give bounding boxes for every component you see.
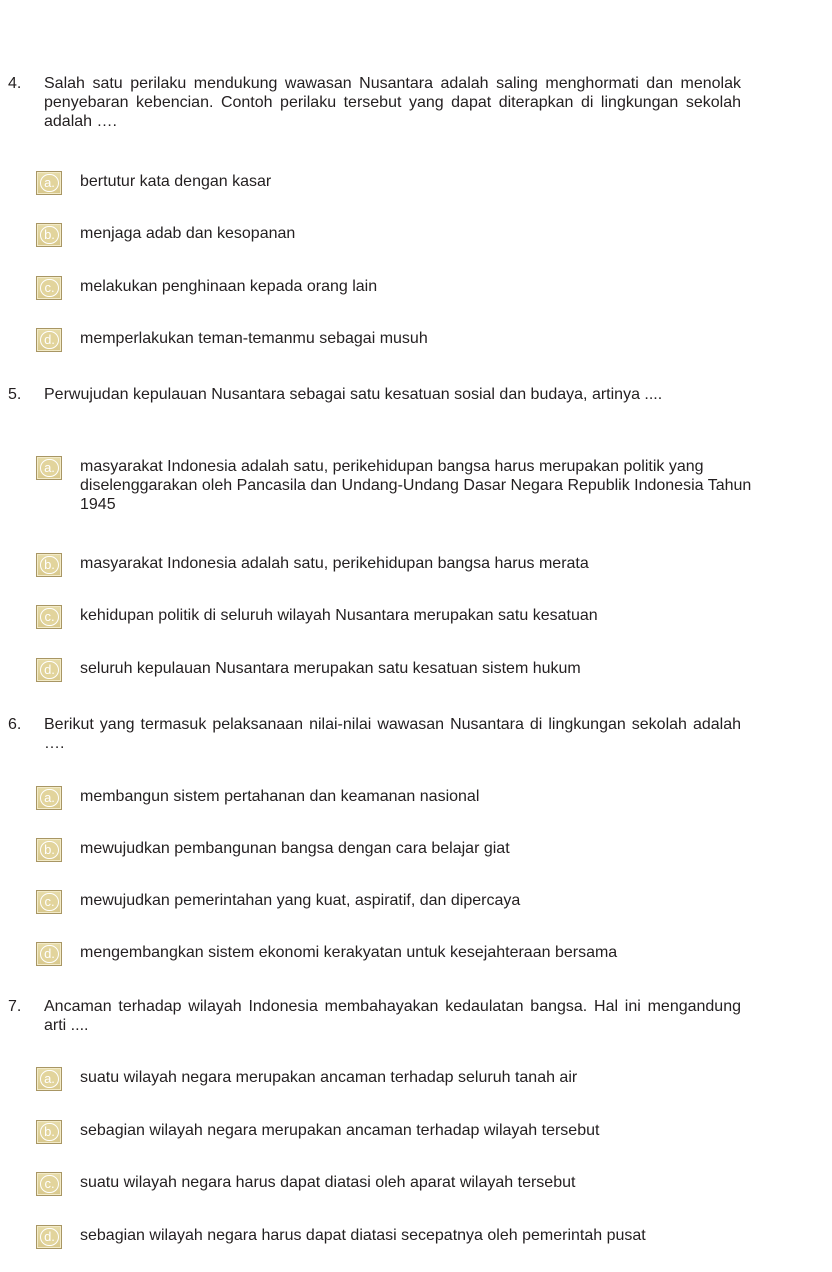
option-letter-badge: [36, 171, 62, 195]
question-text: Salah satu perilaku mendukung wawasan Nusantara adalah saling menghormati dan menolak penyebaran kebencian. Contoh perilaku tersebut yang dapat diterapkan di lingkungan sekolah adalah ….: [44, 75, 741, 130]
option-text: masyarakat Indonesia adalah satu, perikehidupan bangsa harus merupakan politik yang diselenggarakan oleh Pancasila dan Undang-Undang Dasar Negara Republik Indonesia Tahun 1945: [80, 458, 752, 513]
question-number: 6.: [8, 716, 22, 733]
option-letter: b.: [40, 556, 59, 574]
option-letter-badge: [36, 658, 62, 682]
option-text: mewujudkan pembangunan bangsa dengan cara belajar giat: [80, 840, 510, 857]
option-letter: c.: [40, 1175, 59, 1193]
option-letter-badge: [36, 1067, 62, 1091]
question-number: 4.: [8, 75, 22, 92]
option-text: menjaga adab dan kesopanan: [80, 225, 296, 242]
option-letter-badge: [36, 1120, 62, 1144]
option-letter: d.: [40, 661, 59, 679]
option-letter: d.: [40, 331, 59, 349]
option-letter-badge: [36, 942, 62, 966]
option-text: mewujudkan pemerintahan yang kuat, aspiratif, dan dipercaya: [80, 892, 521, 909]
question-number: 7.: [8, 998, 22, 1015]
option-text: sebagian wilayah negara merupakan ancaman terhadap wilayah tersebut: [80, 1122, 600, 1139]
option-text: memperlakukan teman-temanmu sebagai musuh: [80, 330, 428, 347]
option-text: seluruh kepulauan Nusantara merupakan satu kesatuan sistem hukum: [80, 660, 581, 677]
option-letter: d.: [40, 945, 59, 963]
option-text: suatu wilayah negara harus dapat diatasi oleh aparat wilayah tersebut: [80, 1174, 576, 1191]
option-text: mengembangkan sistem ekonomi kerakyatan untuk kesejahteraan bersama: [80, 944, 618, 961]
question-number: 5.: [8, 386, 22, 403]
option-letter: c.: [40, 279, 59, 297]
option-letter: c.: [40, 608, 59, 626]
option-letter: a.: [40, 789, 59, 807]
question-text: Ancaman terhadap wilayah Indonesia membahayakan kedaulatan bangsa. Hal ini mengandung arti ....: [44, 998, 741, 1034]
question-text: Perwujudan kepulauan Nusantara sebagai satu kesatuan sosial dan budaya, artinya ....: [44, 386, 663, 403]
option-letter: a.: [40, 174, 59, 192]
option-letter-badge: [36, 605, 62, 629]
option-text: kehidupan politik di seluruh wilayah Nusantara merupakan satu kesatuan: [80, 607, 598, 624]
option-letter-badge: [36, 328, 62, 352]
option-letter-badge: [36, 890, 62, 914]
option-text: suatu wilayah negara merupakan ancaman terhadap seluruh tanah air: [80, 1069, 578, 1086]
option-letter: b.: [40, 841, 59, 859]
option-letter-badge: [36, 456, 62, 480]
question-text: Berikut yang termasuk pelaksanaan nilai-nilai wawasan Nusantara di lingkungan sekolah adalah ….: [44, 716, 741, 752]
option-letter: d.: [40, 1228, 59, 1246]
option-letter-badge: [36, 276, 62, 300]
option-text: melakukan penghinaan kepada orang lain: [80, 278, 378, 295]
option-letter-badge: [36, 553, 62, 577]
option-text: sebagian wilayah negara harus dapat diatasi secepatnya oleh pemerintah pusat: [80, 1227, 646, 1244]
option-letter: b.: [40, 226, 59, 244]
option-letter-badge: [36, 223, 62, 247]
option-letter-badge: [36, 1172, 62, 1196]
option-letter-badge: [36, 786, 62, 810]
option-letter: a.: [40, 459, 59, 477]
option-letter: b.: [40, 1123, 59, 1141]
option-letter-badge: [36, 1225, 62, 1249]
option-text: bertutur kata dengan kasar: [80, 173, 272, 190]
option-text: masyarakat Indonesia adalah satu, perikehidupan bangsa harus merata: [80, 555, 589, 572]
option-text: membangun sistem pertahanan dan keamanan nasional: [80, 788, 480, 805]
option-letter-badge: [36, 838, 62, 862]
option-letter: c.: [40, 893, 59, 911]
option-letter: a.: [40, 1070, 59, 1088]
